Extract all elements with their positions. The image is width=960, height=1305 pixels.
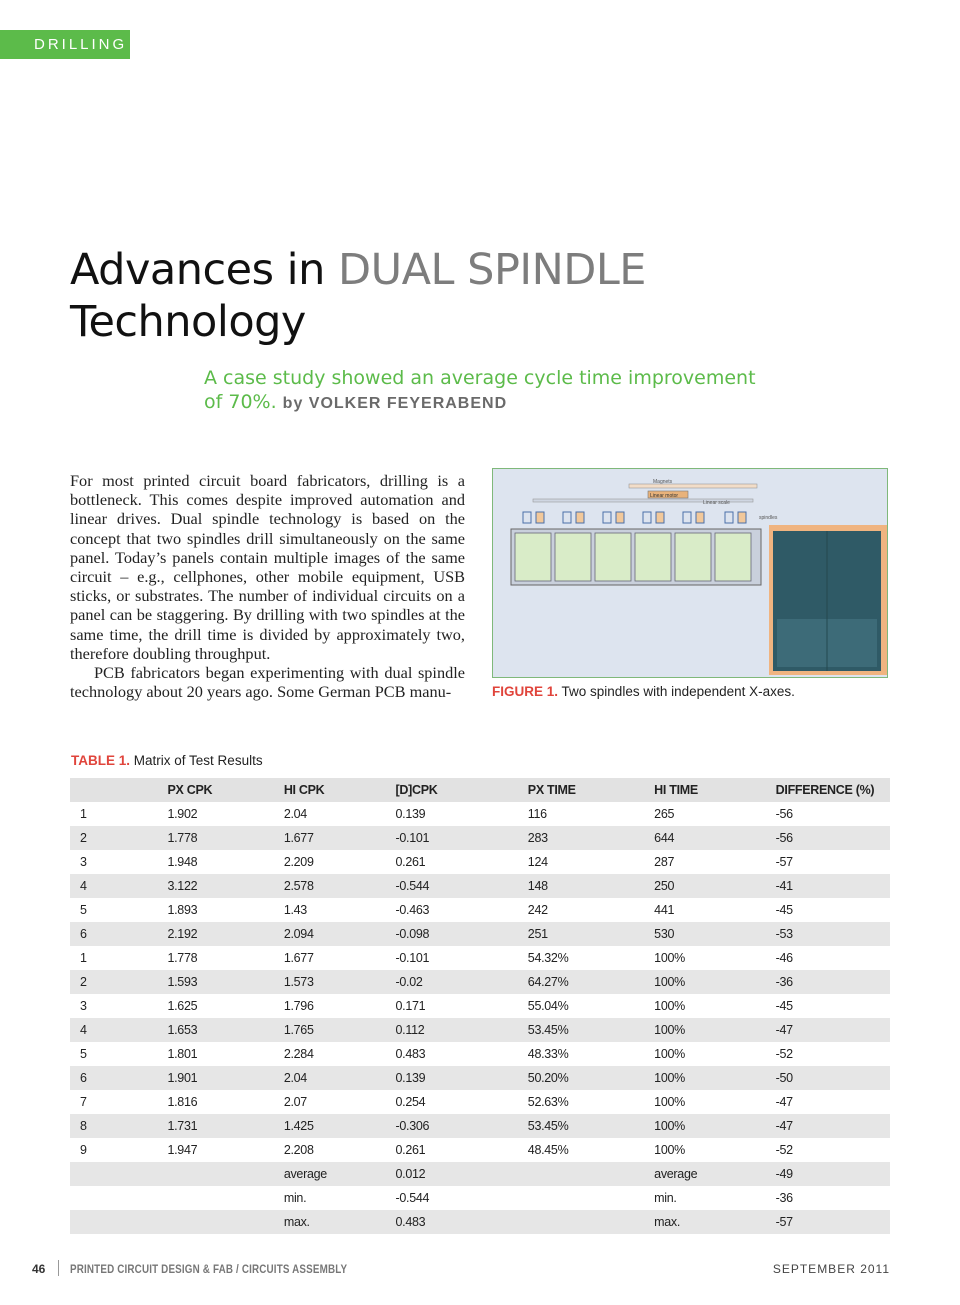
table-cell: 8 bbox=[70, 1114, 167, 1138]
table-cell: 1.902 bbox=[167, 807, 198, 821]
table-cell bbox=[528, 1210, 654, 1234]
table-cell: -49 bbox=[776, 1162, 890, 1186]
table-cell: 251 bbox=[528, 922, 654, 946]
table-cell: 1.677 bbox=[283, 951, 314, 965]
table-cell bbox=[528, 1186, 654, 1210]
table-cell: 283 bbox=[528, 826, 654, 850]
table-cell: 1.677 bbox=[284, 826, 396, 850]
table-cell: 0.483 bbox=[396, 1210, 528, 1234]
table-row bbox=[70, 946, 890, 970]
column-header: PX CPK bbox=[167, 778, 283, 802]
panel-image bbox=[635, 533, 671, 581]
table-cell: 0.139 bbox=[396, 1066, 528, 1090]
table-cell: 124 bbox=[527, 855, 548, 869]
table-cell: -47 bbox=[775, 1095, 793, 1109]
table-cell: -0.544 bbox=[395, 1191, 430, 1205]
table-cell: 53.45% bbox=[528, 1018, 654, 1042]
table-cell: average bbox=[654, 1162, 776, 1186]
table-cell: 287 bbox=[654, 855, 675, 869]
table-cell: 1 bbox=[80, 951, 87, 965]
figure-image bbox=[492, 468, 888, 678]
table-cell: 53.45% bbox=[528, 1114, 654, 1138]
table-row bbox=[70, 850, 890, 874]
panel-image bbox=[595, 533, 631, 581]
spindle bbox=[656, 512, 664, 523]
column-header: HI TIME bbox=[654, 778, 776, 802]
table-caption bbox=[71, 753, 263, 768]
table-cell: -0.098 bbox=[396, 922, 528, 946]
dual-spindle-diagram bbox=[493, 469, 887, 677]
table-cell: 1.801 bbox=[167, 1047, 198, 1061]
table-row bbox=[70, 826, 890, 850]
table-cell: -52 bbox=[775, 1047, 793, 1061]
panel-image bbox=[715, 533, 751, 581]
table-cell: 2 bbox=[70, 970, 167, 994]
table-cell: 3.122 bbox=[167, 874, 283, 898]
table-row bbox=[70, 802, 890, 826]
results-table bbox=[70, 778, 890, 1234]
table-cell: -0.463 bbox=[395, 903, 430, 917]
table-cell: max. bbox=[654, 1210, 776, 1234]
table-row bbox=[70, 1066, 890, 1090]
table-header-row bbox=[70, 778, 890, 802]
table-cell: 5 bbox=[80, 903, 87, 917]
figure-caption-text: Two spindles with independent X-axes. bbox=[561, 684, 795, 699]
table-cell: 2.578 bbox=[284, 874, 396, 898]
table-cell: 250 bbox=[654, 874, 776, 898]
column-header bbox=[70, 778, 167, 802]
table-cell bbox=[528, 1162, 654, 1186]
column-header: [D]CPK bbox=[396, 778, 528, 802]
table-cell: 0.112 bbox=[396, 1018, 528, 1042]
table-row bbox=[70, 1090, 890, 1114]
table-cell: 2 bbox=[70, 826, 167, 850]
table-cell: -56 bbox=[775, 807, 793, 821]
table-cell: 644 bbox=[654, 826, 776, 850]
table-cell: 2.094 bbox=[284, 922, 396, 946]
table-cell bbox=[70, 1186, 167, 1210]
linear-scale-label: Linear scale bbox=[703, 500, 730, 506]
table-row bbox=[70, 970, 890, 994]
table-cell: 1 bbox=[80, 807, 87, 821]
table-cell: -41 bbox=[776, 874, 890, 898]
table-cell: 530 bbox=[654, 922, 776, 946]
table-cell: 1.816 bbox=[167, 1095, 198, 1109]
table-cell: 100% bbox=[654, 1143, 685, 1157]
table-row bbox=[70, 1138, 890, 1162]
table-caption-text: Matrix of Test Results bbox=[133, 753, 263, 768]
table-cell: 1.778 bbox=[167, 951, 198, 965]
figure-label: FIGURE 1. bbox=[492, 684, 559, 699]
table-cell: 1.948 bbox=[167, 855, 198, 869]
table-cell: 48.33% bbox=[527, 1047, 569, 1061]
table-cell: 100% bbox=[654, 999, 685, 1013]
table-cell: 1.765 bbox=[284, 1018, 396, 1042]
table-cell: 0.139 bbox=[395, 807, 426, 821]
table-cell: 1.425 bbox=[284, 1114, 396, 1138]
table-row bbox=[70, 1162, 890, 1186]
table-cell: 64.27% bbox=[528, 970, 654, 994]
magnets-label: Magnets bbox=[653, 479, 673, 485]
table-cell: 3 bbox=[80, 855, 87, 869]
table-cell: 1.947 bbox=[167, 1143, 198, 1157]
table-cell: 52.63% bbox=[527, 1095, 569, 1109]
spindle bbox=[576, 512, 584, 523]
table-cell: min. bbox=[654, 1191, 677, 1205]
table-cell: 54.32% bbox=[527, 951, 569, 965]
table-cell bbox=[70, 1162, 167, 1186]
table-cell: 265 bbox=[654, 807, 675, 821]
table-cell bbox=[167, 1186, 283, 1210]
spindle bbox=[738, 512, 746, 523]
table-cell: 9 bbox=[80, 1143, 87, 1157]
table-row bbox=[70, 994, 890, 1018]
publication-name: PRINTED CIRCUIT DESIGN & FAB / CIRCUITS ASSEMBLY bbox=[70, 1262, 348, 1276]
body-paragraph: PCB fabricators began experimenting with dual spindle technology about 20 years ago. Some German PCB manu- bbox=[70, 663, 465, 702]
body-paragraph: For most printed circuit board fabricators, drilling is a bottleneck. This comes despite improved automation and linear drives. Dual spindle technology is based on the concept that two spindles drill simultaneously on the same panel. Today’s panels contain multiple images of the same circuit – e.g., cellphones, other mobile equipment, USB sticks, or substrates. The number of individual circuits on a panel can be staggering. By drilling with two spindles at the same time, the drill time is divided by approximately two, therefore doubling throughput. bbox=[70, 471, 465, 663]
spindle bbox=[616, 512, 624, 523]
table-cell: 7 bbox=[80, 1095, 87, 1109]
table-cell: 1.778 bbox=[167, 826, 283, 850]
table-cell: 2.209 bbox=[283, 855, 314, 869]
article-subtitle bbox=[204, 366, 764, 416]
table-cell: max. bbox=[284, 1210, 396, 1234]
table-cell: 6 bbox=[70, 1066, 167, 1090]
table-cell: -46 bbox=[775, 951, 793, 965]
table-cell: 0.483 bbox=[395, 1047, 426, 1061]
table-cell: 3 bbox=[80, 999, 87, 1013]
table-cell: 100% bbox=[654, 951, 685, 965]
title-highlight: DUAL SPINDLE bbox=[338, 245, 646, 295]
table-cell: 6 bbox=[70, 922, 167, 946]
table-cell: -36 bbox=[775, 1191, 793, 1205]
table-cell: 1.796 bbox=[283, 999, 314, 1013]
table-cell: 2.192 bbox=[167, 922, 283, 946]
table-row bbox=[70, 898, 890, 922]
table-cell: 1.593 bbox=[167, 970, 283, 994]
table-cell: 55.04% bbox=[527, 999, 569, 1013]
article-title bbox=[70, 244, 790, 348]
table-cell: -0.306 bbox=[396, 1114, 528, 1138]
table-cell: 0.261 bbox=[395, 1143, 426, 1157]
table-cell: 48.45% bbox=[527, 1143, 569, 1157]
table-cell: 4 bbox=[70, 1018, 167, 1042]
table-cell: 100% bbox=[654, 970, 776, 994]
table-cell: 2.07 bbox=[283, 1095, 307, 1109]
table-cell bbox=[167, 1162, 283, 1186]
table-row bbox=[70, 1018, 890, 1042]
table-cell: -47 bbox=[776, 1018, 890, 1042]
table-cell: 100% bbox=[654, 1114, 776, 1138]
column-header: PX TIME bbox=[528, 778, 654, 802]
table-label: TABLE 1. bbox=[71, 753, 131, 768]
table-cell: -0.101 bbox=[395, 951, 430, 965]
table-cell: -50 bbox=[776, 1066, 890, 1090]
table-cell: -56 bbox=[776, 826, 890, 850]
linear-motor-label: Linear motor bbox=[650, 493, 679, 499]
table-row bbox=[70, 1114, 890, 1138]
table-cell: -45 bbox=[775, 999, 793, 1013]
panel-image bbox=[555, 533, 591, 581]
table-row bbox=[70, 1042, 890, 1066]
table-cell: 100% bbox=[654, 1066, 776, 1090]
table-cell: -0.02 bbox=[396, 970, 528, 994]
title-part1: Advances in bbox=[70, 245, 339, 295]
spindle bbox=[696, 512, 704, 523]
table-cell: 0.171 bbox=[395, 999, 426, 1013]
table-cell: 50.20% bbox=[528, 1066, 654, 1090]
table-cell: 1.901 bbox=[167, 1066, 283, 1090]
byline: by VOLKER FEYERABEND bbox=[282, 395, 508, 412]
table-cell: average bbox=[284, 1162, 396, 1186]
table-cell: 100% bbox=[654, 1047, 685, 1061]
table-cell: 0.254 bbox=[395, 1095, 426, 1109]
section-tag: DRILLING bbox=[0, 30, 130, 59]
table-cell: -45 bbox=[775, 903, 793, 917]
table-cell: 1.653 bbox=[167, 1018, 283, 1042]
table-cell: -53 bbox=[776, 922, 890, 946]
footer-divider bbox=[58, 1260, 59, 1276]
page-footer bbox=[0, 1262, 960, 1280]
table-cell: -57 bbox=[775, 855, 793, 869]
table-cell: 4 bbox=[70, 874, 167, 898]
column-header: HI CPK bbox=[284, 778, 396, 802]
table-cell: 441 bbox=[654, 903, 675, 917]
table-body bbox=[70, 802, 890, 1234]
spindles-label: spindles bbox=[759, 515, 778, 521]
table-cell: 148 bbox=[528, 874, 654, 898]
table-cell: 242 bbox=[527, 903, 548, 917]
table-cell: 2.04 bbox=[284, 1066, 396, 1090]
table-cell: 1.625 bbox=[167, 999, 198, 1013]
table-cell: -0.544 bbox=[396, 874, 528, 898]
table-cell: 1.573 bbox=[284, 970, 396, 994]
magnets-bar bbox=[629, 484, 757, 488]
table-cell: 116 bbox=[527, 807, 547, 821]
table-cell: 1.43 bbox=[283, 903, 307, 917]
spindle bbox=[536, 512, 544, 523]
table-cell bbox=[70, 1210, 167, 1234]
table-cell: 100% bbox=[654, 1095, 685, 1109]
table-cell: 1.893 bbox=[167, 903, 198, 917]
article-body bbox=[70, 471, 465, 701]
table-row bbox=[70, 922, 890, 946]
table-cell: -0.101 bbox=[396, 826, 528, 850]
table-cell bbox=[167, 1210, 283, 1234]
table-cell: -52 bbox=[775, 1143, 793, 1157]
table-cell: 1.731 bbox=[167, 1114, 283, 1138]
table-cell: -47 bbox=[776, 1114, 890, 1138]
table-row bbox=[70, 874, 890, 898]
issue-date: SEPTEMBER 2011 bbox=[772, 1262, 890, 1276]
table-cell: 5 bbox=[80, 1047, 87, 1061]
table-cell: 100% bbox=[654, 1018, 776, 1042]
title-part2: Technology bbox=[70, 297, 306, 347]
table-cell: -36 bbox=[776, 970, 890, 994]
table-cell: min. bbox=[283, 1191, 307, 1205]
panel-image bbox=[515, 533, 551, 581]
column-header: DIFFERENCE (%) bbox=[776, 778, 890, 802]
panel-image bbox=[675, 533, 711, 581]
page-number: 46 bbox=[32, 1262, 46, 1276]
table-cell: -57 bbox=[776, 1210, 890, 1234]
figure-caption bbox=[492, 684, 795, 699]
table-cell: 2.284 bbox=[283, 1047, 314, 1061]
table-row bbox=[70, 1210, 890, 1234]
table-cell: 0.012 bbox=[396, 1162, 528, 1186]
table-cell: 2.04 bbox=[283, 807, 307, 821]
table-cell: 2.208 bbox=[283, 1143, 314, 1157]
table-cell: 0.261 bbox=[395, 855, 426, 869]
table-row bbox=[70, 1186, 890, 1210]
subtitle-text: A case study showed an average cycle time improvement of 70%. bbox=[204, 367, 756, 413]
